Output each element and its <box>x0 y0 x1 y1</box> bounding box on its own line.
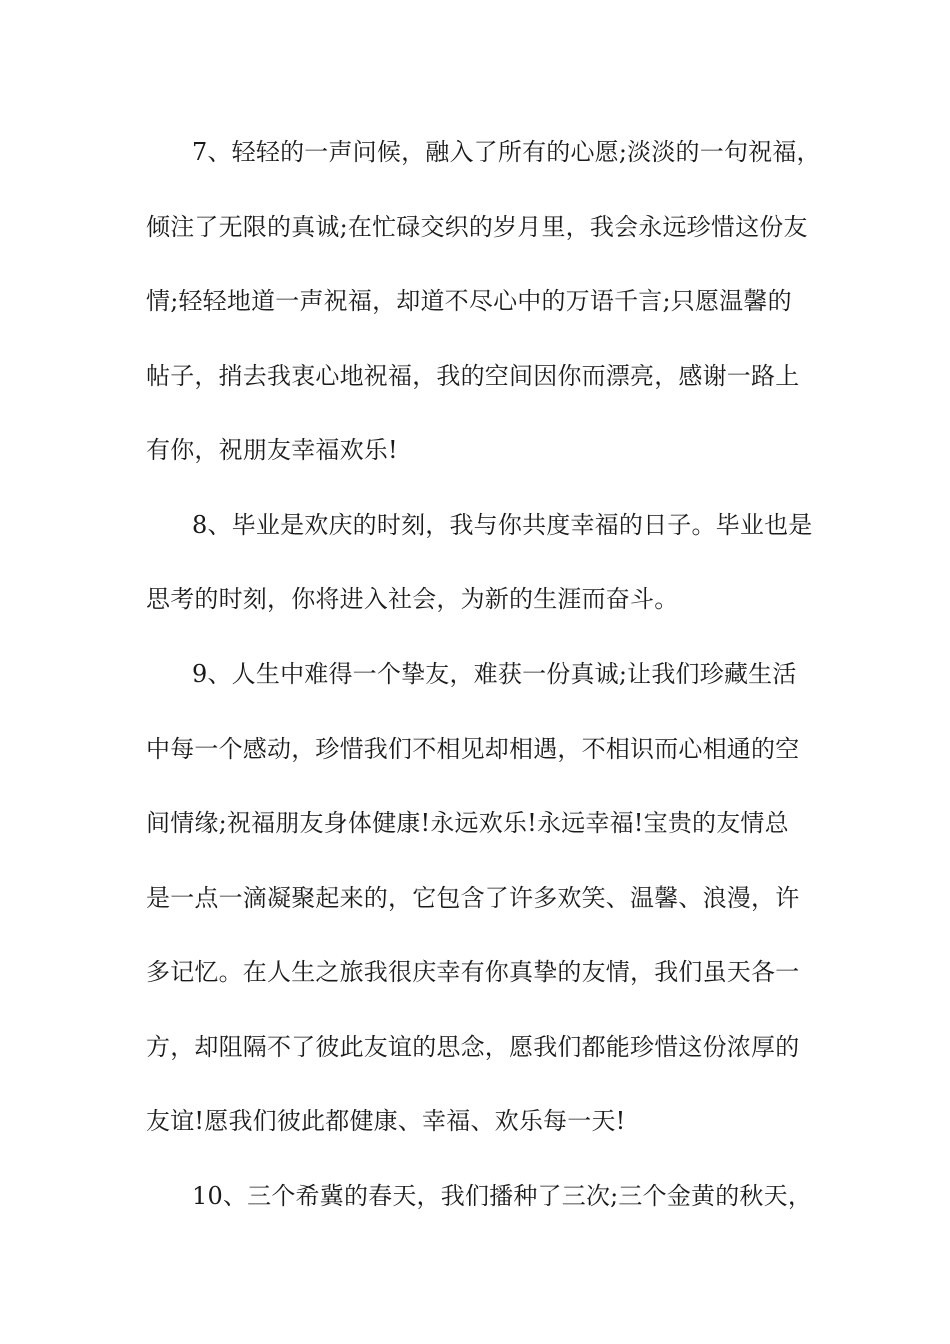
text-line: 7、轻轻的一声问候，融入了所有的心愿;淡淡的一句祝福， <box>192 138 821 166</box>
text-line: 帖子，捎去我衷心地祝福，我的空间因你而漂亮，感谢一路上 <box>146 362 800 390</box>
text-line: 友谊!愿我们彼此都健康、幸福、欢乐每一天! <box>146 1107 626 1135</box>
text-line: 倾注了无限的真诚;在忙碌交织的岁月里，我会永远珍惜这份友 <box>146 213 808 241</box>
text-line: 有你，祝朋友幸福欢乐! <box>146 436 398 464</box>
text-line: 8、毕业是欢庆的时刻，我与你共度幸福的日子。毕业也是 <box>192 511 813 539</box>
text-line: 中每一个感动，珍惜我们不相见却相遇，不相识而心相通的空 <box>146 735 800 763</box>
text-line: 10、三个希冀的春天，我们播种了三次;三个金黄的秋天， <box>192 1182 813 1210</box>
text-line: 9、人生中难得一个挚友，难获一份真诚;让我们珍藏生活 <box>192 660 797 688</box>
text-line: 间情缘;祝福朋友身体健康!永远欢乐!永远幸福!宝贵的友情总 <box>146 809 789 837</box>
text-line: 多记忆。在人生之旅我很庆幸有你真挚的友情，我们虽天各一 <box>146 958 800 986</box>
text-line: 方，却阻隔不了彼此友谊的思念，愿我们都能珍惜这份浓厚的 <box>146 1033 800 1061</box>
text-line: 情;轻轻地道一声祝福，却道不尽心中的万语千言;只愿温馨的 <box>146 287 792 315</box>
text-line: 思考的时刻，你将进入社会，为新的生涯而奋斗。 <box>146 585 679 613</box>
text-line: 是一点一滴凝聚起来的，它包含了许多欢笑、温馨、浪漫，许 <box>146 884 800 912</box>
